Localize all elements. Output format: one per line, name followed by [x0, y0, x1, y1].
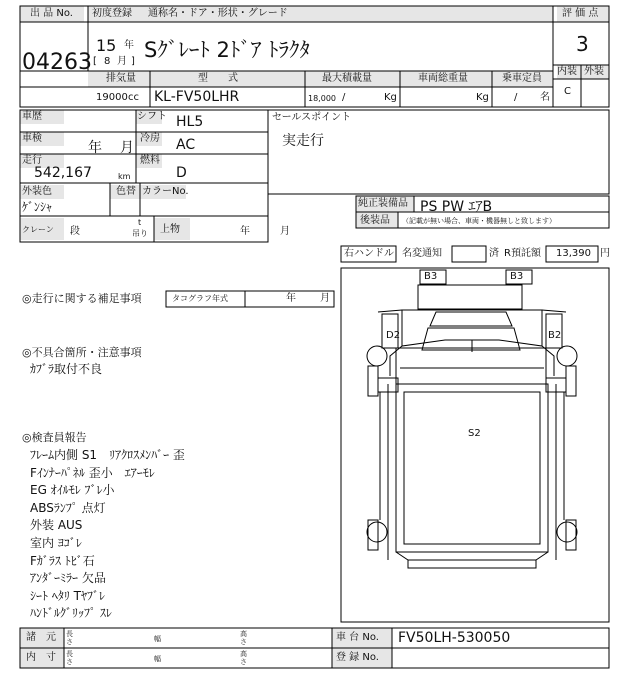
diagram-mark-d2: D2 — [386, 330, 401, 341]
max-load-unit: Kg — [384, 92, 397, 103]
fuel-label: 燃料 — [140, 155, 160, 166]
width-label: 幅 — [154, 635, 161, 643]
recycle-label: R預託額 — [504, 248, 541, 259]
report-line: Fｲﾝﾅｰﾊﾟﾈﾙ 歪小 ｴｱｰﾓﾚ — [30, 465, 155, 480]
deck-year-unit: 年 — [240, 226, 250, 237]
exterior-label: 外装 — [584, 66, 604, 77]
recycle-yen: 円 — [600, 248, 610, 259]
aftermarket-note: （記載が無い場合、車両・機器無しと致します） — [402, 217, 556, 225]
inspector-report-label: ◎検査員報告 — [22, 431, 87, 444]
capacity-slash: / — [514, 92, 518, 103]
crane-ton: t — [138, 218, 142, 227]
report-line: 室内 ﾖｺﾞﾚ — [30, 535, 82, 550]
model-name: Sｸﾞﾚｰﾄ 2ﾄﾞｱ ﾄﾗｸﾀ — [144, 38, 311, 62]
displacement-unit: cc — [128, 92, 139, 103]
capacity-label: 乗車定員 — [502, 73, 542, 84]
supplement-label: ◎走行に関する補足事項 — [22, 292, 142, 305]
crane-suspend: 吊り — [132, 229, 148, 238]
report-line: ABSﾗﾝﾌﾟ 点灯 — [30, 500, 106, 515]
crane-stage: 段 — [70, 226, 80, 237]
inspection-label: 車検 — [22, 133, 42, 144]
shift-label: シフト — [137, 111, 167, 122]
mileage-value: 542,167 — [34, 165, 92, 181]
gross-weight-label: 車両総重量 — [418, 73, 468, 84]
color-change-label: 色替 — [116, 186, 136, 197]
inner-width-label: 幅 — [154, 655, 161, 663]
interior-grade: C — [564, 86, 571, 97]
displacement-value: 19000 — [96, 92, 128, 103]
inspector-report — [30, 447, 185, 623]
report-line: EG ｵｲﾙﾓﾚ ﾌﾞﾚ小 — [30, 483, 115, 498]
rating-label: 評 価 点 — [562, 8, 599, 19]
registration-year: 15 — [96, 36, 117, 55]
registration-month: 8 — [104, 56, 111, 67]
model-code: KL-FV50LHR — [154, 89, 240, 105]
chassis-number: FV50LH-530050 — [398, 630, 511, 646]
defects-text: ｶﾌﾞﾗ取付不良 — [30, 362, 103, 376]
exterior-color-value: ｹﾞﾝｼｬ — [22, 200, 53, 214]
registration-month-bracket: [ — [93, 56, 97, 67]
max-load-slash: / — [342, 92, 346, 103]
fuel-value: D — [176, 165, 187, 181]
interior-label: 内装 — [557, 66, 577, 77]
diagram-mark-b3-left: B3 — [424, 271, 438, 282]
inner-height-label: 高さ — [240, 650, 247, 666]
name-grade-label: 通称名・ドア・形状・グレード — [148, 8, 288, 19]
recycle-value: 13,390 — [556, 248, 591, 259]
color-number-label: カラーNo. — [142, 186, 189, 197]
shift-value: HL5 — [176, 114, 204, 130]
mileage-label: 走行 — [22, 155, 42, 166]
truck-outline — [367, 270, 577, 568]
report-line: ｼｰﾄ ﾍﾀﾘ Tﾔﾌﾞﾚ — [30, 588, 105, 603]
lot-number: 04263 — [22, 50, 92, 75]
inspection-year-unit: 年 — [88, 140, 102, 156]
lot-number-label: 出 品 No. — [30, 8, 73, 19]
tachograph-year-unit: 年 — [286, 293, 296, 304]
dimensions-label: 諸 元 — [26, 632, 56, 643]
crane-label: クレーン — [22, 225, 54, 234]
report-line: ﾊﾝﾄﾞﾙｸﾞﾘｯﾌﾟ ｽﾚ — [30, 606, 112, 621]
ac-value: AC — [176, 137, 196, 153]
report-line: ﾌﾚｰﾑ内側 S1 ﾘｱｸﾛｽﾒﾝﾊﾞｰ 歪 — [30, 448, 185, 462]
report-line: ｱﾝﾀﾞｰﾐﾗｰ 欠品 — [30, 571, 106, 586]
displacement-label: 排気量 — [106, 73, 136, 84]
height-label: 高さ — [240, 630, 247, 646]
diagram-mark-b3-right: B3 — [510, 271, 524, 282]
registration-number-label: 登 録 No. — [336, 652, 379, 663]
registration-month-unit: 月 — [117, 56, 127, 67]
report-line: Fｶﾞﾗｽ ﾄﾋﾞ石 — [30, 553, 95, 568]
defects-label: ◎不具合箇所・注意事項 — [22, 346, 142, 359]
name-change-label: 名変通知 — [402, 248, 442, 259]
exterior-color-label: 外装色 — [22, 186, 52, 197]
rating-score: 3 — [576, 32, 589, 56]
registration-year-unit: 年 — [124, 40, 134, 51]
chassis-number-label: 車 台 No. — [336, 632, 379, 643]
steering-side: 右ハンドル — [344, 248, 394, 259]
capacity-unit: 名 — [540, 92, 550, 103]
report-line: 外装 AUS — [30, 518, 83, 533]
ac-label: 冷房 — [140, 133, 160, 144]
tachograph-month-unit: 月 — [320, 293, 330, 304]
inner-dimensions-label: 内 寸 — [26, 652, 56, 663]
max-load-value: 18,000 — [308, 94, 336, 103]
inspection-month-unit: 月 — [120, 140, 134, 156]
mileage-unit: km — [118, 172, 131, 181]
history-label: 車歴 — [22, 111, 42, 122]
length-label: 長さ — [66, 630, 73, 646]
tachograph-label: タコグラフ年式 — [172, 294, 228, 303]
registration-month-bracket-close: ] — [131, 56, 135, 67]
model-type-label: 型 式 — [198, 73, 238, 84]
sales-point-label: セールスポイント — [272, 112, 352, 123]
sales-point-text: 実走行 — [282, 133, 324, 149]
deck-month-unit: 月 — [280, 226, 290, 237]
equipment-items: PS PW ｴｱB — [420, 199, 493, 215]
aftermarket-label: 後装品 — [360, 215, 390, 226]
deck-label: 上物 — [160, 224, 180, 235]
tax-paid-label: 済 — [489, 248, 499, 259]
inner-length-label: 長さ — [66, 650, 73, 666]
diagram-mark-b2: B2 — [548, 330, 562, 341]
diagram-mark-s2: S2 — [468, 428, 481, 439]
equipment-label: 純正装備品 — [358, 198, 408, 209]
max-load-label: 最大積載量 — [322, 73, 372, 84]
first-registration-label: 初度登録 — [92, 8, 132, 19]
gross-weight-unit: Kg — [476, 92, 489, 103]
